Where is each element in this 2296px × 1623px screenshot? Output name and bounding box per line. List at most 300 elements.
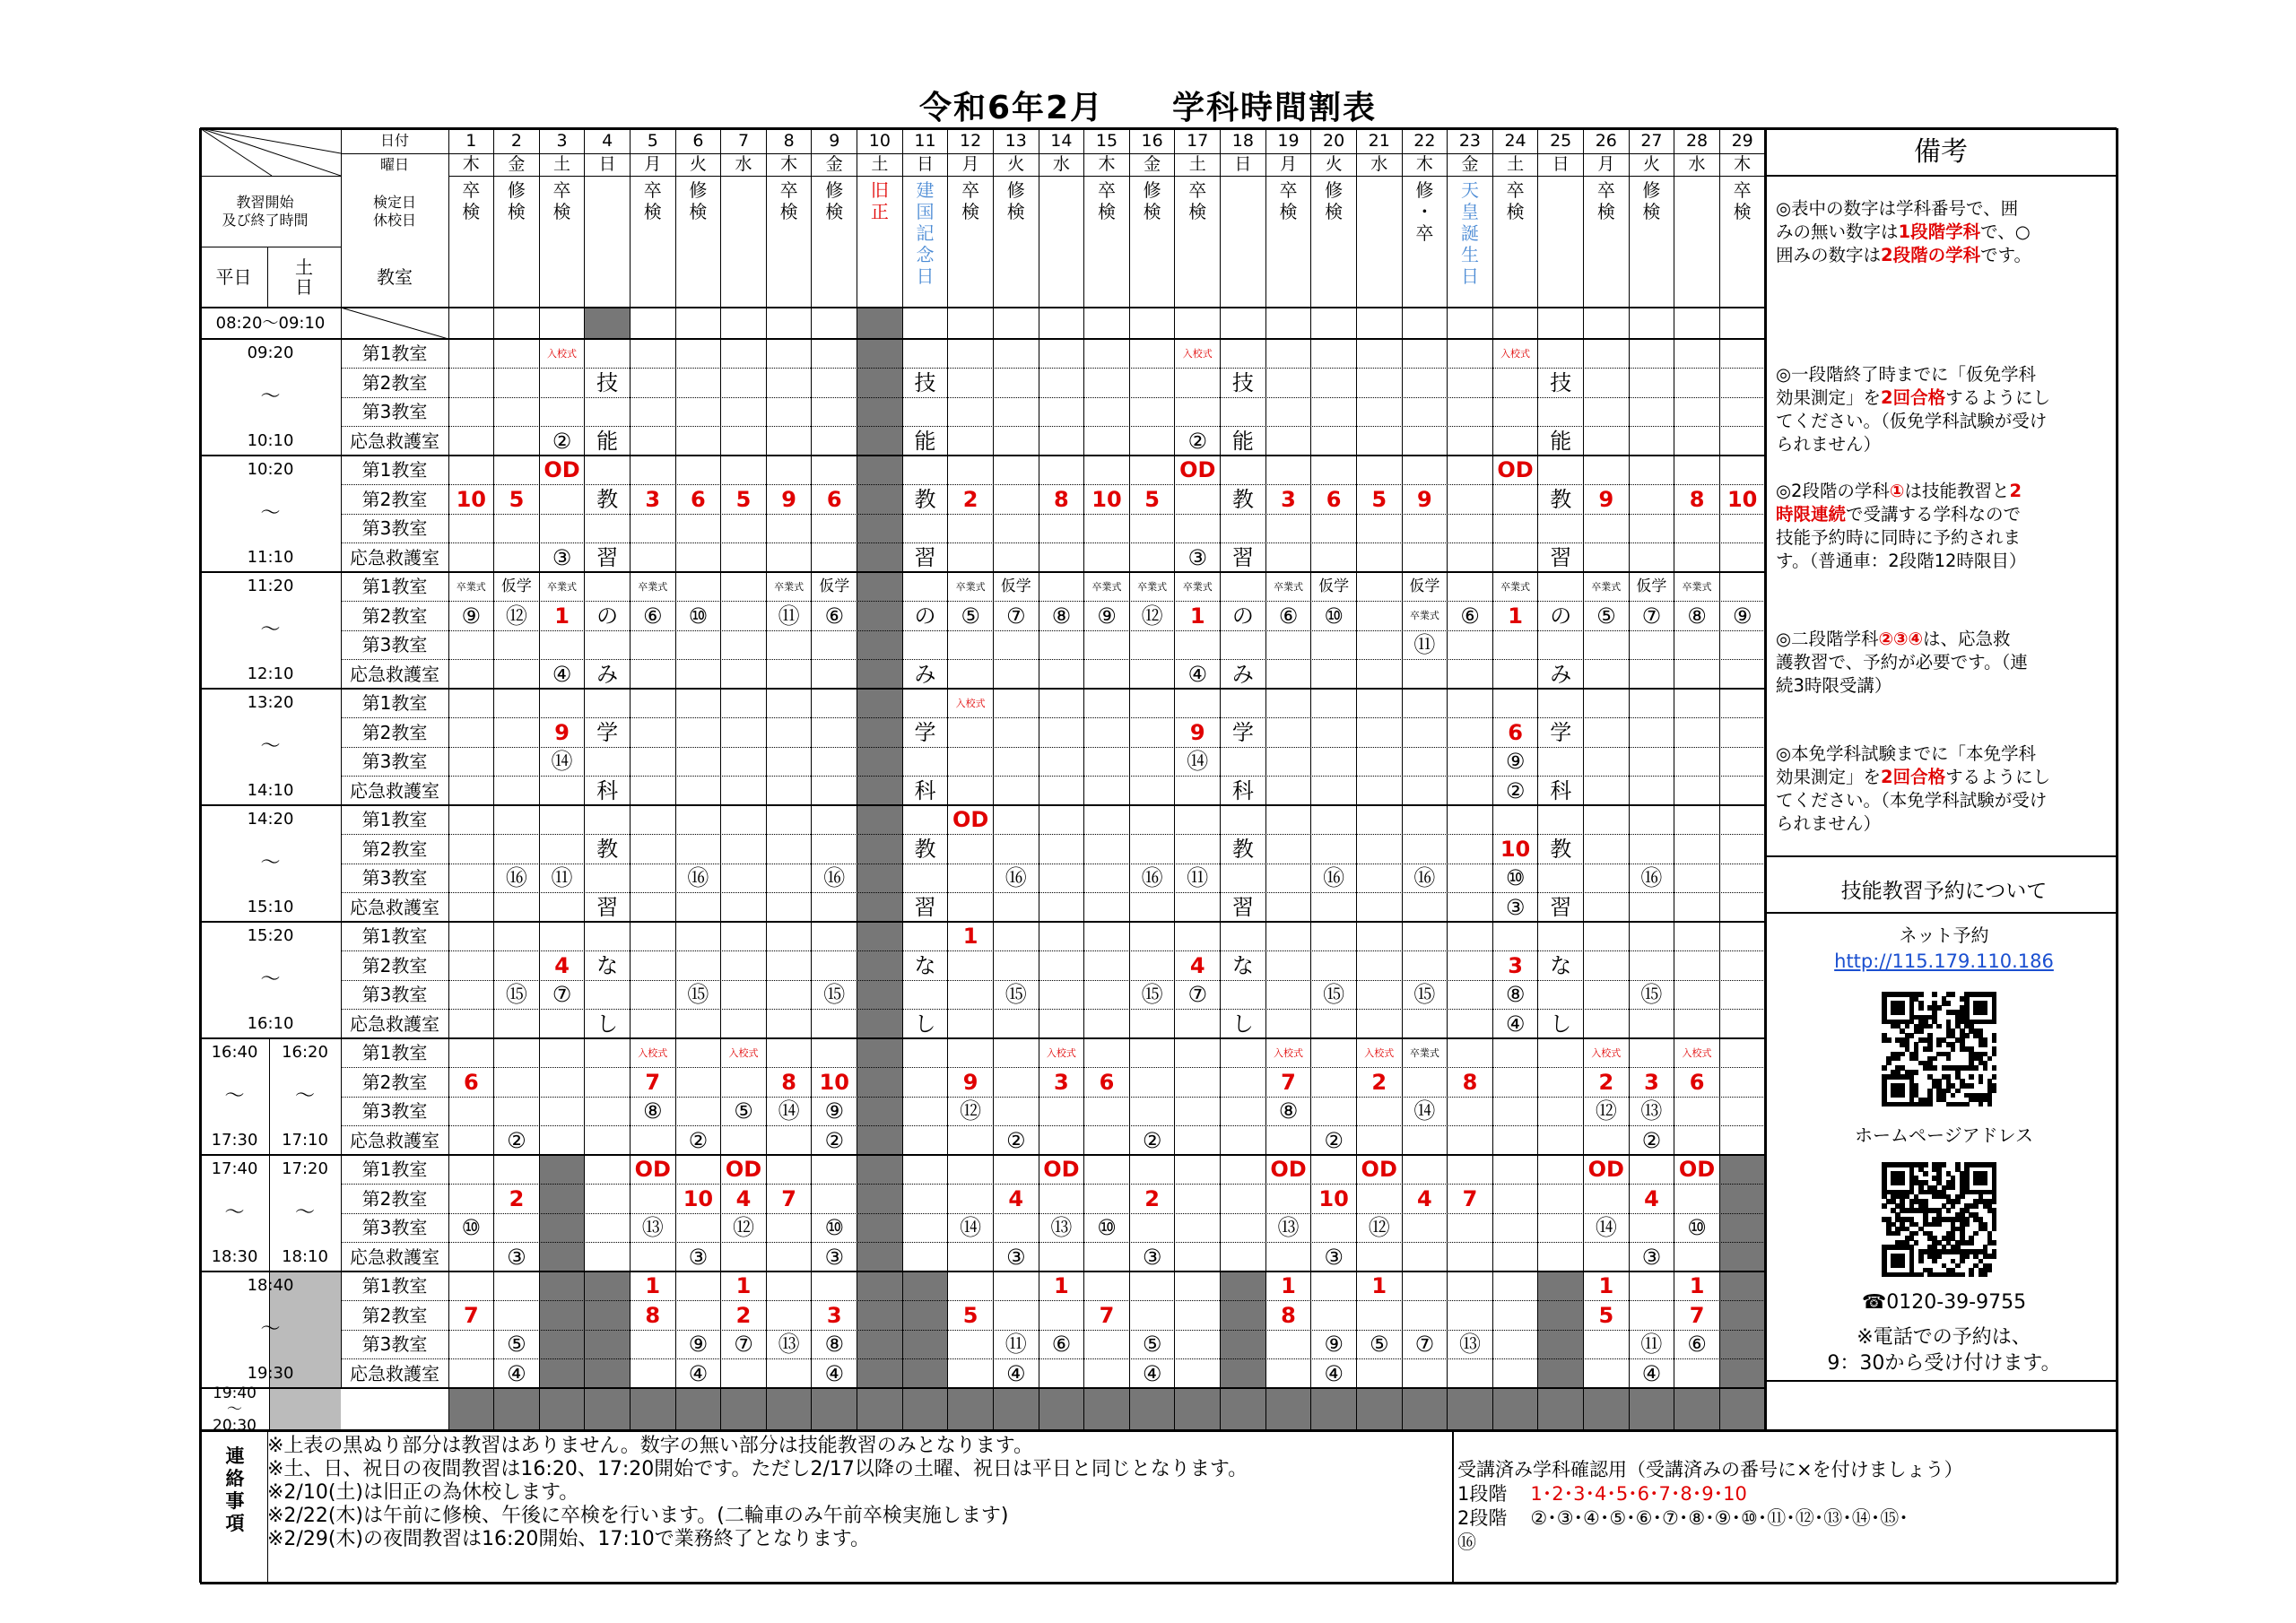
room-name: 第1教室 <box>361 459 428 482</box>
weekday-name: 日 <box>1552 154 1570 174</box>
schedule-cell: ⑨ <box>1097 603 1117 629</box>
schedule-cell: 8 <box>781 1069 796 1095</box>
remark-text: です。 <box>1980 245 2032 265</box>
remark-2 <box>1776 363 2108 456</box>
schedule-cell: 入校式 <box>1682 1046 1712 1059</box>
kentei-mark: 卒 検 <box>643 179 662 222</box>
schedule-cell: 1 <box>554 603 570 629</box>
day-number: 29 <box>1731 130 1753 151</box>
weekday-name: 金 <box>825 154 843 174</box>
qr-module <box>1992 1227 1997 1232</box>
schedule-cell: 能 <box>1231 428 1254 454</box>
remark-text: 続3時限受講） <box>1776 675 1892 696</box>
schedule-cell: 卒業式 <box>1137 580 1168 593</box>
qr-module <box>1979 1102 1984 1107</box>
schedule-cell: OD <box>952 807 989 833</box>
schedule-cell: 学 <box>914 719 936 745</box>
schedule-cell: ⑮ <box>823 982 846 1008</box>
schedule-cell: 仮学 <box>1409 577 1440 595</box>
schedule-cell: ⑫ <box>733 1215 755 1241</box>
schedule-cell: 教 <box>1550 836 1572 862</box>
schedule-cell: 7 <box>1099 1302 1115 1328</box>
schedule-cell: の <box>1550 603 1572 629</box>
schedule-cell: 入校式 <box>728 1046 759 1059</box>
schedule-cell: ⑥ <box>824 603 845 629</box>
qr-module <box>1927 1046 1933 1052</box>
stage1-numbers: 1･2･3･4･5･6･7･8･9･10 <box>1530 1483 1747 1505</box>
schedule-cell: 6 <box>1099 1069 1115 1095</box>
schedule-cell: ⑬ <box>778 1332 800 1358</box>
schedule-cell: 卒業式 <box>955 580 986 593</box>
day-number: 8 <box>783 130 795 151</box>
notes-divider <box>1452 1430 1454 1583</box>
schedule-cell: OD <box>634 1157 671 1183</box>
room-name: 第2教室 <box>361 371 428 394</box>
schedule-cell: し <box>596 1011 619 1037</box>
schedule-cell: ⑪ <box>1413 632 1436 658</box>
room-name: 第2教室 <box>361 1187 428 1210</box>
qr-module <box>1992 1089 1997 1094</box>
period-start: 09:20 <box>247 343 294 363</box>
schedule-cell: OD <box>725 1157 762 1183</box>
weekday-name: 火 <box>1007 154 1025 174</box>
weekday-name: 火 <box>1642 154 1660 174</box>
schedule-cell: 7 <box>1462 1185 1478 1211</box>
schedule-cell: ② <box>507 1127 526 1153</box>
period-sep: 〜 <box>260 735 281 758</box>
schedule-cell: ⑧ <box>643 1098 663 1124</box>
kentei-mark: 卒 検 <box>961 179 980 222</box>
qr-module <box>1951 1203 1956 1209</box>
period-end: 14:10 <box>247 780 294 800</box>
schedule-cell: 卒業式 <box>1500 580 1531 593</box>
kentei-mark: 卒 検 <box>1596 179 1615 222</box>
note-line: ※上表の黒ぬり部分は教習はありません。数字の無い部分は技能教習のみとなります。 <box>267 1435 1033 1457</box>
schedule-cell: 1 <box>1508 603 1523 629</box>
schedule-cell: 入校式 <box>1273 1046 1303 1059</box>
schedule-cell: 1 <box>1281 1273 1296 1299</box>
qr-module <box>1992 1020 1997 1025</box>
qr-module <box>1973 1203 1979 1209</box>
schedule-cell: 卒業式 <box>1682 580 1712 593</box>
day-number: 6 <box>692 130 704 151</box>
schedule-cell: OD <box>1497 457 1534 483</box>
schedule-cell: し <box>1550 1011 1572 1037</box>
checklist-stage2 <box>1457 1506 2121 1531</box>
room-name: 第1教室 <box>361 692 428 715</box>
schedule-cell: 教 <box>596 836 619 862</box>
schedule-cell: 10 <box>819 1069 849 1095</box>
schedule-cell: 卒業式 <box>1409 1046 1439 1059</box>
schedule-cell: 6 <box>1689 1069 1705 1095</box>
day-number: 7 <box>737 130 750 151</box>
day-col-line <box>1174 128 1175 1430</box>
room-name: 第1教室 <box>361 809 428 831</box>
schedule-cell: ⑥ <box>1051 1332 1072 1358</box>
homepage-label: ホームページアドレス <box>1855 1124 2033 1146</box>
qr-code-reservation[interactable] <box>1882 992 1996 1107</box>
schedule-cell: 習 <box>596 544 619 570</box>
remark-text: するようにし <box>1945 387 2051 408</box>
kentei-mark: 修 検 <box>1642 179 1661 222</box>
schedule-cell: 1 <box>645 1273 661 1299</box>
schedule-cell: ⑩ <box>1505 865 1526 891</box>
note-line: ※2/22(木)は午前に修検、午後に卒検を行います。(二輪車のみ午前卒検実施します) <box>267 1505 1009 1527</box>
period-start: 10:20 <box>247 460 294 480</box>
weekday-name: 土 <box>553 154 571 174</box>
schedule-cell: 6 <box>463 1069 479 1095</box>
schedule-cell: ⑩ <box>461 1215 482 1241</box>
schedule-cell: ⑮ <box>1413 982 1436 1008</box>
schedule-cell: ⑩ <box>1687 1215 1707 1241</box>
phone-number[interactable]: ☎0120-39-9755 <box>1861 1291 2027 1314</box>
schedule-cell: OD <box>1361 1157 1397 1183</box>
weekday-name: 金 <box>1461 154 1479 174</box>
schedule-cell: 5 <box>1144 486 1160 512</box>
room-name: 第3教室 <box>361 517 428 540</box>
schedule-cell: 7 <box>1281 1069 1296 1095</box>
room-name: 応急救護室 <box>350 1362 439 1384</box>
kentei-mark: 卒 検 <box>1188 179 1207 222</box>
notes-list <box>267 1435 1451 1551</box>
schedule-cell: ⑥ <box>1687 1332 1707 1358</box>
schedule-cell: 7 <box>1689 1302 1705 1328</box>
schedule-cell: ③ <box>552 544 572 570</box>
qr-module <box>1932 1056 1937 1062</box>
kentei-mark: 卒 検 <box>552 179 571 222</box>
holiday-fill <box>857 308 903 1388</box>
room-name: 第2教室 <box>361 1071 428 1093</box>
qr-module <box>1992 1074 1997 1080</box>
qr-module <box>1914 1070 1919 1075</box>
first-slot-time: 08:20〜09:10 <box>215 313 326 333</box>
no-class-fill <box>448 1388 1765 1430</box>
room-name: 第2教室 <box>361 604 428 627</box>
schedule-cell: ⑪ <box>1187 865 1209 891</box>
schedule-cell: ⑤ <box>961 603 980 629</box>
period-end-weekend: 18:10 <box>282 1246 328 1266</box>
schedule-cell: 卒業式 <box>1091 580 1122 593</box>
weekday-name: 土 <box>1507 154 1525 174</box>
weekday-name: 水 <box>1688 154 1706 174</box>
checklist-stage1 <box>1457 1482 2121 1506</box>
weekday-label: 曜日 <box>379 155 409 173</box>
remark-text: するようにし <box>1945 767 2051 787</box>
period-sep: 〜 <box>224 1202 245 1224</box>
period-start-weekend: 16:20 <box>282 1043 328 1063</box>
remark-highlight: 2回合格 <box>1881 767 1946 787</box>
room-name: 第1教室 <box>361 925 428 948</box>
day-number: 26 <box>1595 130 1617 151</box>
schedule-cell: ⑥ <box>1278 603 1299 629</box>
qr-module <box>1914 1240 1919 1245</box>
schedule-cell: ⑮ <box>1141 982 1163 1008</box>
qr-module <box>1900 1093 1905 1098</box>
day-number: 2 <box>510 130 522 151</box>
period-sep: 〜 <box>260 852 281 874</box>
holiday-fill <box>585 308 631 339</box>
schedule-cell: ⑥ <box>643 603 663 629</box>
schedule-cell: ④ <box>1142 1360 1162 1386</box>
remark-text: られません） <box>1776 813 1882 834</box>
schedule-cell: ⑩ <box>1097 1215 1117 1241</box>
kentei-mark: 修 検 <box>1006 179 1025 222</box>
schedule-cell: 5 <box>735 486 752 512</box>
schedule-cell: 10 <box>1318 1185 1349 1211</box>
schedule-cell: 5 <box>962 1302 978 1328</box>
weekday-name: 火 <box>1325 154 1343 174</box>
remark-text: られません） <box>1776 434 1882 455</box>
schedule-cell: 入校式 <box>1182 347 1213 360</box>
schedule-cell: ⑯ <box>1004 865 1027 891</box>
schedule-cell: ⑫ <box>1368 1215 1390 1241</box>
schedule-cell: ④ <box>1505 1011 1526 1037</box>
period-sep: 〜 <box>224 1085 245 1107</box>
remark-text: 効果測定」を <box>1776 387 1882 408</box>
schedule-cell: 能 <box>914 428 936 454</box>
schedule-cell: み <box>914 661 936 687</box>
schedule-cell: 技 <box>596 369 619 395</box>
room-name: 応急救護室 <box>350 1012 439 1035</box>
kentei-mark: 修 ・ 卒 <box>1415 179 1434 244</box>
kentei-mark: 天 皇 誕 生 日 <box>1460 179 1479 287</box>
day-col-line <box>539 128 540 1430</box>
room-name: 応急救護室 <box>350 663 439 685</box>
schedule-cell: 教 <box>1550 486 1572 512</box>
schedule-cell: 4 <box>554 952 570 978</box>
period-end: 15:10 <box>247 897 294 916</box>
period-sep: 〜 <box>260 1318 281 1341</box>
qr-module <box>1969 1240 1974 1245</box>
schedule-cell: ② <box>1324 1127 1344 1153</box>
schedule-cell: 3 <box>645 486 661 512</box>
schedule-cell: ⑯ <box>823 865 846 891</box>
reservation-url-link[interactable]: http://115.179.110.186 <box>1834 950 2054 972</box>
day-number: 15 <box>1095 130 1118 151</box>
qr-module <box>1987 1102 1993 1107</box>
qr-module <box>1969 1272 1974 1278</box>
day-number: 16 <box>1141 130 1163 151</box>
schedule-cell: ⑨ <box>688 1332 709 1358</box>
qr-module <box>1905 1024 1910 1029</box>
schedule-cell: 3 <box>1644 1069 1659 1095</box>
schedule-cell: 入校式 <box>1591 1046 1622 1059</box>
remark-text: で受講する学科なので <box>1846 504 2022 525</box>
schedule-cell: ⑦ <box>1187 982 1207 1008</box>
qr-module <box>1983 1042 1988 1047</box>
schedule-cell: 8 <box>1054 486 1069 512</box>
schedule-cell: 教 <box>914 486 936 512</box>
qr-module <box>1918 1259 1924 1264</box>
period-sep: 〜 <box>260 968 281 991</box>
schedule-cell: 卒業式 <box>1591 580 1622 593</box>
schedule-cell: 能 <box>596 428 619 454</box>
room-name: 第2教室 <box>361 1304 428 1326</box>
schedule-cell: 習 <box>914 544 936 570</box>
diagonal-line <box>200 128 341 176</box>
kentei-mark: 修 検 <box>1143 179 1161 222</box>
qr-module <box>1936 1222 1942 1228</box>
schedule-cell: ⑧ <box>1051 603 1072 629</box>
schedule-cell: OD <box>1587 1157 1624 1183</box>
schedule-cell: ② <box>688 1127 709 1153</box>
qr-module <box>1951 1185 1956 1191</box>
remark-text: ◎本免学科試験までに「本免学科 <box>1776 743 2037 764</box>
schedule-cell: 卒業式 <box>1273 580 1303 593</box>
schedule-cell: ⑯ <box>505 865 527 891</box>
qr-module <box>1900 1263 1905 1269</box>
period-start: 17:40 <box>211 1159 258 1179</box>
schedule-cell: 科 <box>1231 777 1254 803</box>
room-name: 第3教室 <box>361 751 428 773</box>
time-label: 教習開始 及び終了時間 <box>222 193 309 229</box>
remark-highlight: 時限連続 <box>1776 504 1847 525</box>
remark-text: す。（普通車：2段階12時限目） <box>1776 551 2027 571</box>
schedule-cell: 技 <box>914 369 936 395</box>
qr-module <box>1882 1065 1887 1071</box>
qr-module <box>1964 1254 1970 1259</box>
qr-module <box>1936 1005 1942 1011</box>
schedule-cell: ② <box>1641 1127 1662 1153</box>
qr-module <box>1936 1024 1942 1029</box>
schedule-cell: 習 <box>1231 894 1254 920</box>
schedule-cell: OD <box>1043 1157 1080 1183</box>
schedule-cell: ⑬ <box>1050 1215 1073 1241</box>
period-start: 11:20 <box>247 577 294 596</box>
weekday-name: 月 <box>1279 154 1297 174</box>
schedule-cell: ⑯ <box>1413 865 1436 891</box>
schedule-cell: 仮学 <box>1000 577 1031 595</box>
qr-module <box>1923 1162 1928 1167</box>
note-line: ※2/10(土)は旧正の為休校します。 <box>267 1481 579 1504</box>
diagonal-line <box>200 128 272 176</box>
schedule-cell: 2 <box>1144 1185 1160 1211</box>
schedule-cell: 9 <box>962 1069 978 1095</box>
lecture-checklist <box>1457 1458 2121 1555</box>
schedule-cell: ④ <box>1187 661 1207 687</box>
schedule-cell: ③ <box>1505 894 1526 920</box>
schedule-cell: 仮学 <box>1318 577 1350 595</box>
weekday-name: 火 <box>689 154 707 174</box>
heijitsu-label: 平日 <box>215 266 252 288</box>
period-start: 15:20 <box>247 926 294 946</box>
weekday-name: 木 <box>780 154 798 174</box>
schedule-cell: ⑩ <box>1324 603 1344 629</box>
weekday-name: 木 <box>1415 154 1433 174</box>
header-diagonal <box>200 128 341 176</box>
schedule-cell: 5 <box>1371 486 1387 512</box>
schedule-cell: 1 <box>1054 1273 1069 1299</box>
period-start-weekend: 17:20 <box>282 1159 328 1179</box>
phone-note-1: ※電話での予約は、 <box>1857 1326 2031 1349</box>
schedule-cell: 習 <box>596 894 619 920</box>
qr-module <box>1973 1065 1979 1071</box>
schedule-cell: ⑬ <box>1458 1332 1481 1358</box>
kentei-mark: 卒 検 <box>1733 179 1752 222</box>
qr-module <box>1927 1102 1933 1107</box>
qr-module <box>1964 1222 1970 1228</box>
schedule-cell: 2 <box>509 1185 525 1211</box>
schedule-cell: ⑤ <box>1596 603 1616 629</box>
remark-text: てください。（仮免学科試験が受け <box>1776 411 2048 431</box>
schedule-cell: ⑫ <box>1595 1098 1617 1124</box>
weekday-name: 金 <box>1144 154 1161 174</box>
schedule-cell: ⑦ <box>1414 1332 1435 1358</box>
schedule-cell: 入校式 <box>1364 1046 1395 1059</box>
schedule-cell: ⑬ <box>1277 1215 1300 1241</box>
schedule-cell: 6 <box>1508 719 1523 745</box>
schedule-cell: 学 <box>596 719 619 745</box>
schedule-cell: み <box>1550 661 1572 687</box>
room-name: 第3教室 <box>361 984 428 1006</box>
net-reservation-label: ネット予約 <box>1899 924 1989 946</box>
room-name: 第1教室 <box>361 1275 428 1298</box>
period-start: 16:40 <box>211 1043 258 1063</box>
weekday-name: 日 <box>598 154 616 174</box>
day-number: 10 <box>868 130 891 151</box>
schedule-cell: ⑥ <box>1460 603 1480 629</box>
schedule-cell: ④ <box>688 1360 709 1386</box>
schedule-cell: ② <box>1505 777 1526 803</box>
day-number: 18 <box>1231 130 1254 151</box>
schedule-cell: ② <box>1142 1127 1162 1153</box>
room-name: 応急救護室 <box>350 779 439 802</box>
qr-module <box>1992 1037 1997 1043</box>
schedule-cell: 1 <box>1689 1273 1705 1299</box>
schedule-cell: OD <box>1179 457 1216 483</box>
qr-module <box>1951 992 1956 997</box>
kentei-mark: 建 国 記 念 日 <box>916 179 935 287</box>
schedule-cell: 習 <box>1231 544 1254 570</box>
qr-module <box>1992 1199 1997 1204</box>
qr-module <box>1918 1028 1924 1034</box>
reservation-line <box>1765 855 2117 857</box>
schedule-cell: ⑩ <box>824 1215 845 1241</box>
schedule-cell: ⑦ <box>734 1332 753 1358</box>
remark-highlight: ① <box>1889 481 1905 501</box>
room-name: 応急救護室 <box>350 546 439 568</box>
qr-module <box>1969 1074 1974 1080</box>
room-name: 第3教室 <box>361 1217 428 1239</box>
checklist-stage2-cont: ⑯ <box>1457 1532 1476 1553</box>
kentei-label: 検定日 休校日 <box>372 193 416 229</box>
room-line <box>341 1125 1765 1126</box>
remark-text: は、応急救 <box>1923 629 2011 649</box>
day-number: 11 <box>914 130 936 151</box>
schedule-cell: OD <box>1678 1157 1716 1183</box>
room-name: 第2教室 <box>361 488 428 510</box>
schedule-cell: ③ <box>1187 544 1207 570</box>
qr-module <box>1960 1194 1965 1200</box>
weekday-name: 日 <box>1234 154 1252 174</box>
schedule-cell: し <box>914 1011 936 1037</box>
remark-text: 囲みの数字は <box>1776 245 1882 265</box>
remark-highlight: 2段階の学科 <box>1881 245 1981 265</box>
weekday-name: 土 <box>871 154 889 174</box>
schedule-cell: 卒業式 <box>456 580 486 593</box>
qr-module <box>1932 992 1937 997</box>
room-name: 第2教室 <box>361 954 428 976</box>
day-number: 1 <box>465 130 477 151</box>
schedule-cell: な <box>914 952 936 978</box>
schedule-cell: 4 <box>1189 952 1205 978</box>
qr-module <box>1992 1052 1997 1057</box>
qr-code-homepage[interactable] <box>1882 1162 1996 1277</box>
schedule-cell: 7 <box>781 1185 796 1211</box>
schedule-cell: 卒業式 <box>1182 580 1213 593</box>
qr-module <box>1969 1083 1974 1089</box>
schedule-cell: 5 <box>509 486 525 512</box>
